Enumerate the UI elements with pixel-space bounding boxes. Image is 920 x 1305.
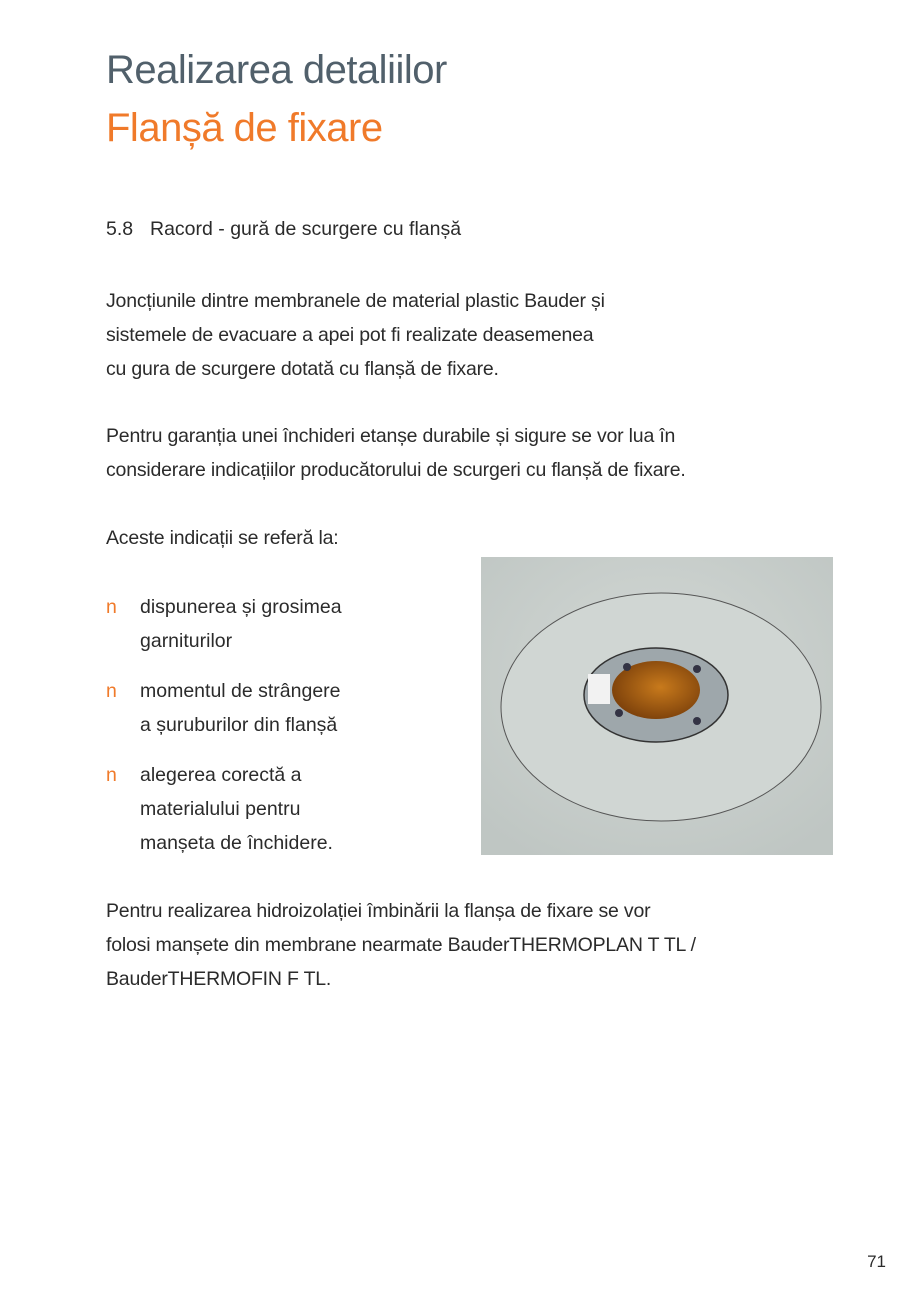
text-line: cu gura de scurgere dotată cu flanșă de fixare. — [106, 358, 499, 380]
page-number: 71 — [867, 1252, 886, 1271]
bullet-icon: n — [106, 680, 117, 702]
paragraph-2 — [106, 419, 686, 487]
page-subtitle: Flanșă de fixare — [106, 106, 383, 150]
text-line: folosi manșete din membrane nearmate BauderTHERMOPLAN T TL / — [106, 934, 696, 956]
page-title: Realizarea detaliilor — [106, 48, 447, 92]
text-line: a șuruburilor din flanșă — [140, 714, 338, 736]
list-item — [106, 590, 342, 658]
text-line: materialului pentru — [140, 798, 301, 820]
text-line: sistemele de evacuare a apei pot fi realizate deasemenea — [106, 324, 594, 346]
text-line: Aceste indicații se referă la: — [106, 527, 339, 549]
text-line: Pentru garanția unei închideri etanșe durabile și sigure se vor lua în — [106, 425, 676, 447]
paragraph-1 — [106, 284, 605, 386]
section-title: Racord - gură de scurgere cu flanșă — [150, 218, 462, 240]
text-line: dispunerea și grosimea — [140, 596, 342, 618]
drain-flange-photo — [481, 557, 833, 855]
text-line: BauderTHERMOFIN F TL. — [106, 968, 332, 990]
text-line: Pentru realizarea hidroizolației îmbinării la flanșa de fixare se vor — [106, 900, 651, 922]
list-item — [106, 674, 342, 742]
closing-paragraph — [106, 894, 696, 996]
bullet-icon: n — [106, 764, 117, 786]
text-line: momentul de strângere — [140, 680, 341, 702]
text-line: garniturilor — [140, 630, 233, 652]
paragraph-3 — [106, 521, 338, 555]
text-line: manșeta de închidere. — [140, 832, 333, 854]
text-line: alegerea corectă a — [140, 764, 302, 786]
text-line: Joncțiunile dintre membranele de material plastic Bauder și — [106, 290, 605, 312]
section-heading — [106, 218, 461, 241]
bullet-list — [106, 590, 342, 876]
text-line: considerare indicațiilor producătorului de scurgeri cu flanșă de fixare. — [106, 459, 686, 481]
list-item — [106, 758, 342, 860]
bullet-icon: n — [106, 596, 117, 618]
section-number: 5.8 — [106, 218, 134, 240]
